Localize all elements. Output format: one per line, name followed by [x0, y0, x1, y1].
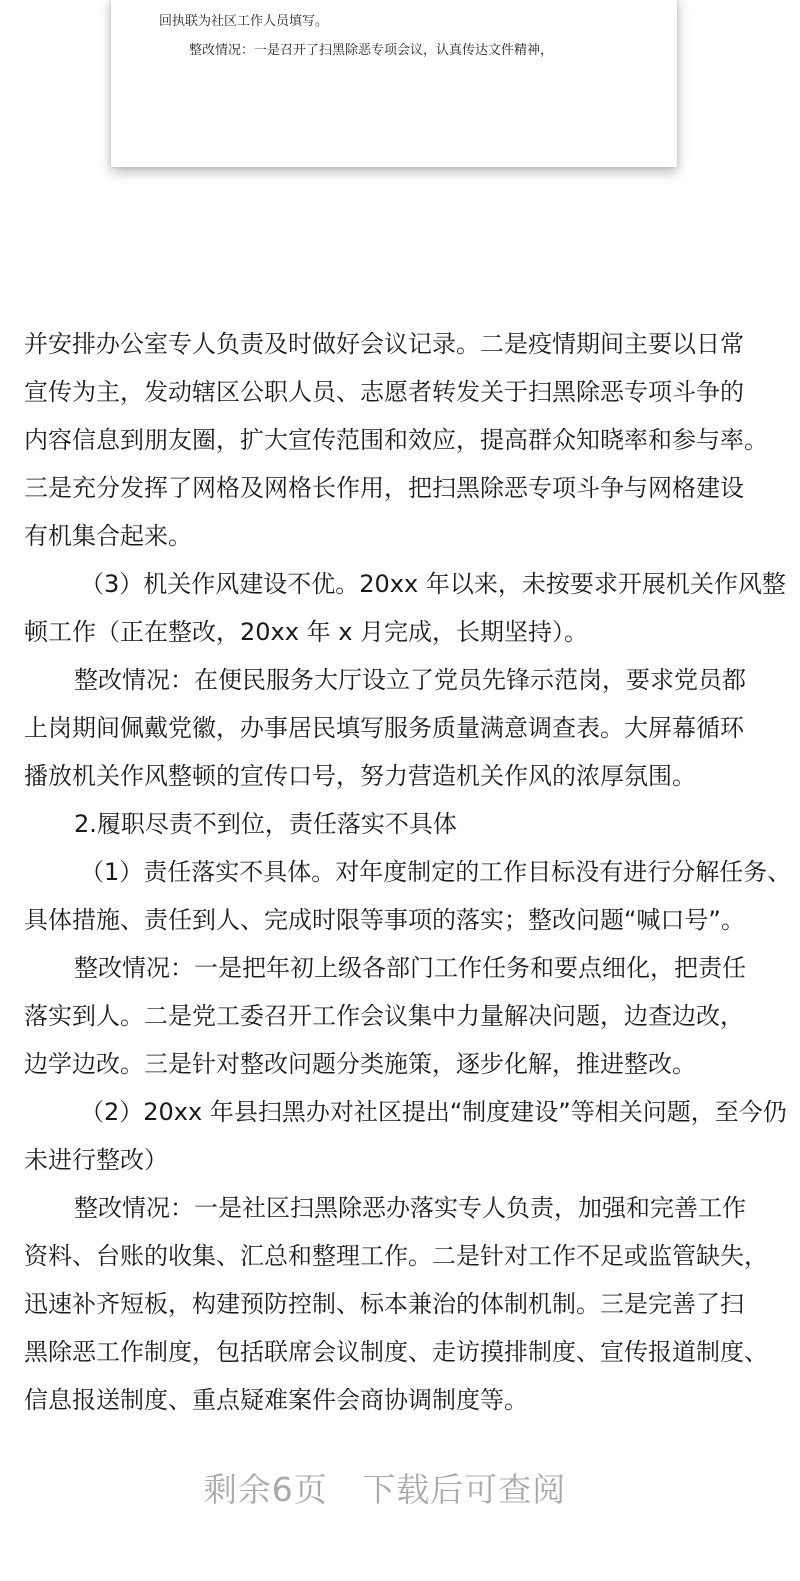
paragraph-line: 具体措施、责任到人、完成时限等事项的落实；整改问题“喊口号”。 — [24, 906, 745, 934]
paragraph-line: 信息报送制度、重点疑难案件会商协调制度等。 — [24, 1386, 528, 1414]
paragraph-line: 黑除恶工作制度，包括联席会议制度、走访摸排制度、宣传报道制度、 — [24, 1338, 768, 1366]
preview-line: 回执联为社区工作人员填写。 — [159, 14, 329, 29]
paragraph-line: 宣传为主，发动辖区公职人员、志愿者转发关于扫黑除恶专项斗争的 — [24, 378, 744, 406]
paragraph-line: 迅速补齐短板，构建预防控制、标本兼治的体制机制。三是完善了扫 — [24, 1290, 744, 1318]
section-heading-line: （2）20xx 年县扫黑办对社区提出“制度建设”等相关问题，至今仍 — [80, 1098, 787, 1126]
paragraph-line: 上岗期间佩戴党徽，办事居民填写服务质量满意调查表。大屏幕循环 — [24, 714, 744, 742]
paragraph-line: 资料、台账的收集、汇总和整理工作。二是针对工作不足或监管缺失， — [24, 1242, 768, 1270]
paragraph-line: 并安排办公室专人负责及时做好会议记录。二是疫情期间主要以日常 — [24, 330, 744, 358]
remaining-pages-notice[interactable]: 剩余6页 下载后可查阅 — [203, 1470, 567, 1509]
section-heading-line: （3）机关作风建设不优。20xx 年以来，未按要求开展机关作风整 — [80, 570, 786, 598]
paragraph-line: 三是充分发挥了网格及网格长作用，把扫黑除恶专项斗争与网格建设 — [24, 474, 744, 502]
section-heading-line: （1）责任落实不具体。对年度制定的工作目标没有进行分解任务、 — [80, 858, 792, 886]
paragraph-line: 边学边改。三是针对整改问题分类施策，逐步化解，推进整改。 — [24, 1050, 696, 1078]
paragraph-line: 未进行整改） — [24, 1146, 168, 1174]
paragraph-line: 有机集合起来。 — [24, 522, 192, 550]
paragraph-line: 整改情况：在便民服务大厅设立了党员先锋示范岗，要求党员都 — [74, 666, 746, 694]
paragraph-line: 整改情况：一是社区扫黑除恶办落实专人负责，加强和完善工作 — [74, 1194, 746, 1222]
paragraph-line: 内容信息到朋友圈，扩大宣传范围和效应，提高群众知晓率和参与率。 — [24, 426, 768, 454]
preview-page-card — [111, 0, 677, 167]
paragraph-line: 落实到人。二是党工委召开工作会议集中力量解决问题，边查边改， — [24, 1002, 744, 1030]
section-heading-line: 2.履职尽责不到位，责任落实不具体 — [74, 810, 457, 838]
paragraph-line: 播放机关作风整顿的宣传口号，努力营造机关作风的浓厚氛围。 — [24, 762, 696, 790]
paragraph-line: 顿工作（正在整改，20xx 年 x 月完成，长期坚持）。 — [24, 618, 589, 646]
paragraph-line: 整改情况：一是把年初上级各部门工作任务和要点细化，把责任 — [74, 954, 746, 982]
preview-line: 整改情况：一是召开了扫黑除恶专项会议，认真传达文件精神， — [189, 43, 554, 58]
